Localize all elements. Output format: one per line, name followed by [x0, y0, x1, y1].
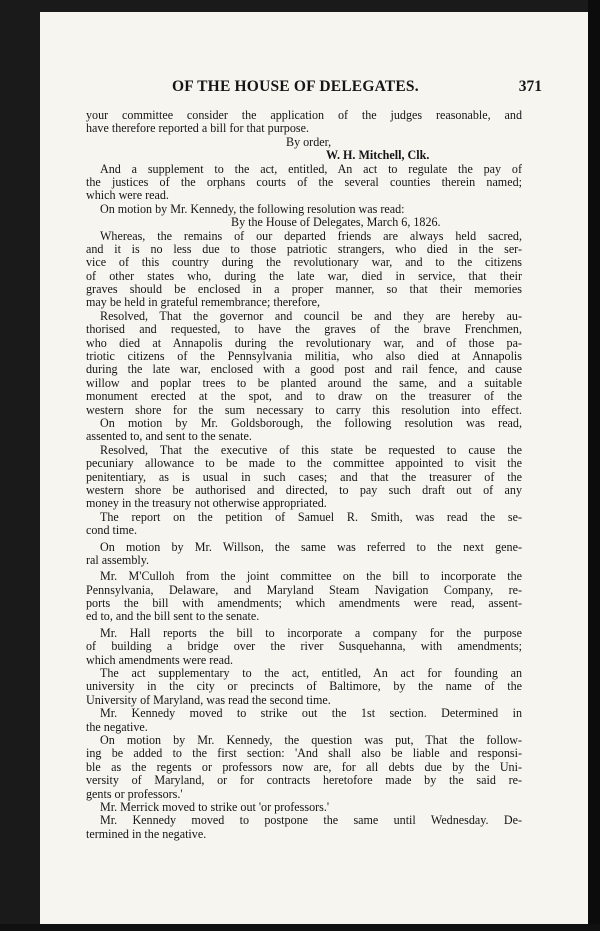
text-line: the justices of the orphans courts of the several counties therein named;: [86, 175, 522, 189]
text-line: of building a bridge over the river Susquehanna, with amendments;: [86, 640, 522, 654]
text-line: who died at Annapolis during the revolutionary war, and of those pa-: [86, 336, 522, 350]
text-line: Resolved, That the executive of this state be requested to cause the: [100, 443, 522, 457]
text-line: may be held in grateful remembrance; therefore,: [86, 296, 321, 310]
text-line: of other states who, during the late war, died in service, that their: [86, 269, 522, 283]
text-line: On motion by Mr. Willson, the same was referred to the next gene-: [100, 540, 522, 554]
text-line: termined in the negative.: [86, 827, 207, 841]
text-line: The act supplementary to the act, entitled, An act for founding an: [100, 667, 522, 681]
text-line: Mr. Kennedy moved to strike out the 1st section. Determined in: [100, 707, 522, 721]
text-line: graves should be enclosed in a proper manner, so that their memories: [86, 283, 522, 297]
text-line: have therefore reported a bill for that purpose.: [86, 122, 309, 136]
text-line: monument erected at the spot, and to draw on the treasurer of the: [86, 390, 522, 404]
text-line: western shore for the sum necessary to carry this resolution into effect.: [86, 403, 522, 417]
text-line: On motion by Mr. Goldsborough, the following resolution was read,: [100, 416, 522, 430]
text-line: Mr. M'Culloh from the joint committee on the bill to incorporate the: [100, 570, 522, 584]
text-line: ed to, and the bill sent to the senate.: [86, 610, 260, 624]
text-line: triotic citizens of the Pennsylvania militia, who also died at Annapolis: [86, 350, 522, 364]
text-line: University of Maryland, was read the second time.: [86, 693, 331, 707]
text-line: Resolved, That the governor and council be and they are hereby au-: [100, 309, 522, 323]
scan-edge-bottom: [0, 924, 600, 931]
text-line: during the late war, enclosed with a good post and rail fence, and cause: [86, 363, 522, 377]
text-line: Whereas, the remains of our departed friends are always held sacred,: [100, 229, 522, 243]
text-line: university in the city or precincts of Baltimore, by the name of the: [86, 680, 522, 694]
text-line: and it is no less due to those patriotic strangers, who died in the ser-: [86, 242, 522, 256]
scan-edge-right: [588, 0, 600, 931]
text-line: ports the bill with amendments; which amendments were read, assent-: [86, 597, 522, 611]
text-line: By the House of Delegates, March 6, 1826.: [231, 216, 441, 230]
text-line: cond time.: [86, 524, 138, 538]
text-line: willow and poplar trees to be planted around the same, and a suitable: [86, 376, 522, 390]
text-line: ral assembly.: [86, 553, 150, 567]
text-line: ing be added to the first section: 'And shall also be liable and responsi-: [86, 747, 522, 761]
running-title: OF THE HOUSE OF DELEGATES.: [172, 78, 419, 95]
text-line: W. H. Mitchell, Clk.: [326, 149, 430, 163]
document-body: [86, 109, 522, 841]
text-line: Mr. Kennedy moved to postpone the same until Wednesday. De-: [100, 814, 522, 828]
text-line: your committee consider the application of the judges reasonable, and: [86, 109, 522, 122]
text-line: On motion by Mr. Kennedy, the following resolution was read:: [100, 202, 405, 216]
text-line: Mr. Merrick moved to strike out 'or professors.': [100, 800, 330, 814]
text-line: which amendments were read.: [86, 653, 234, 667]
text-line: assented to, and sent to the senate.: [86, 430, 252, 444]
text-line: vice of this country during the revolutionary war, and to the citizens: [86, 256, 522, 270]
text-line: Mr. Hall reports the bill to incorporate a company for the purpose: [100, 626, 522, 640]
page-number: 371: [518, 78, 542, 95]
text-line: And a supplement to the act, entitled, An act to regulate the pay of: [100, 162, 522, 176]
text-line: The report on the petition of Samuel R. Smith, was read the se-: [100, 510, 522, 524]
text-line: pecuniary allowance to be made to the committee appointed to visit the: [86, 457, 522, 471]
text-line: On motion by Mr. Kennedy, the question was put, That the follow-: [100, 733, 522, 747]
text-line: By order,: [286, 135, 332, 149]
text-line: the negative.: [86, 720, 148, 734]
text-line: penitentiary, as is usual in such cases; and that the treasurer of the: [86, 470, 522, 484]
text-line: gents or professors.': [86, 787, 183, 801]
text-line: Pennsylvania, Delaware, and Maryland Steam Navigation Company, re-: [86, 583, 522, 597]
text-line: thorised and requested, to have the graves of the brave Frenchmen,: [86, 323, 522, 337]
text-line: money in the treasury not otherwise appropriated.: [86, 497, 327, 511]
text-line: which were read.: [86, 189, 169, 203]
text-line: ble as the regents or professors now are, for all debts due by the Uni-: [86, 760, 522, 774]
text-line: western shore be authorised and directed, to pay such draft out of any: [86, 483, 522, 497]
text-line: versity of Maryland, or for contracts heretofore made by the said re-: [86, 774, 522, 788]
page-header: [52, 78, 542, 100]
